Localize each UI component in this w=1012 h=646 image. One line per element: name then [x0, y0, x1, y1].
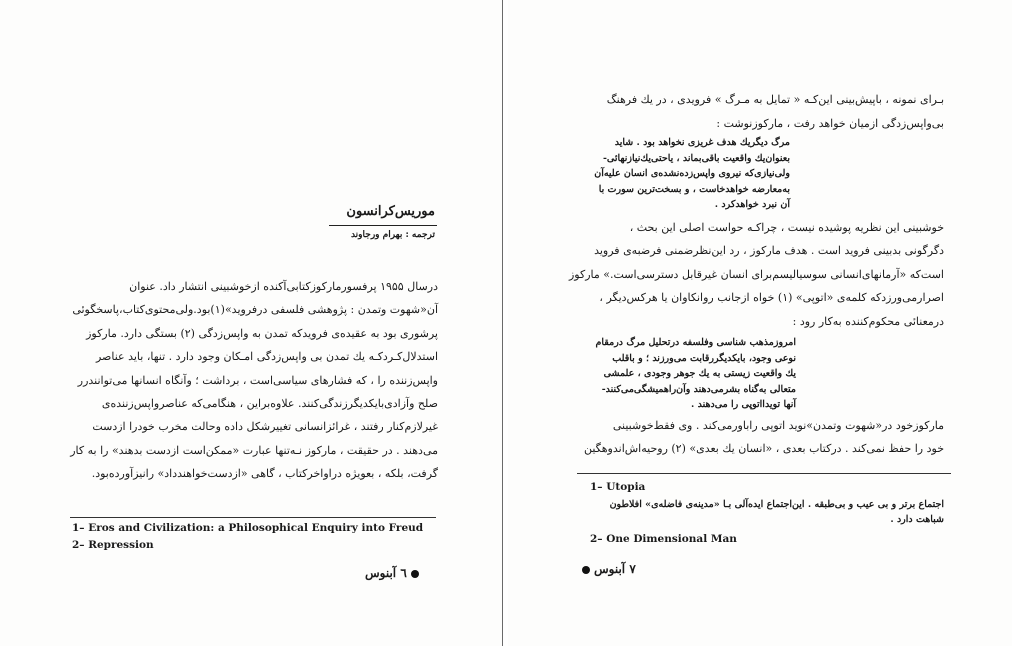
right-page-folio: [578, 562, 636, 576]
body-line: می‌دهند . در حقیقت ، مارکوز نـه‌تنها عبارت «ممکن‌است ازدست بدهند» را به کار: [70, 443, 438, 457]
footnote-1: 1– Utopia: [590, 481, 646, 493]
left-footnotes: [72, 520, 452, 554]
article-author-title: موریس‌کرانسون: [346, 204, 435, 219]
footnote-1: 1– Eros and Civilization: a Philosophical Enquiry into Freud: [72, 522, 424, 534]
body-line: است‌که «آرمانهای‌انسانی سوسیالیسم‌برای انسان غیرقابل دسترسی‌است.» مارکوز: [568, 267, 944, 281]
footnote-2: 2– Repression: [72, 539, 154, 551]
left-body-text: [72, 275, 438, 486]
footnote-divider: [577, 473, 951, 474]
body-line: آن«شهوت وتمدن : پژوهشی فلسفی درفروید»(۱)بود.ولی‌محتوی‌کتاب،پاسخگوئی: [72, 303, 438, 317]
footnote-divider: [70, 517, 436, 518]
body-line: اصرارمی‌ورزدکه کلمه‌ی «اتوپی» (۱) خواه ازجانب روانکاوان یا هرکس‌دیگر ،: [599, 291, 944, 305]
bullet-dot-icon: [411, 570, 419, 578]
bullet-dot-icon: [582, 566, 590, 574]
body-line: درمعنائی محکوم‌کننده به‌کار رود :: [792, 314, 944, 328]
quote-line: یك واقعیت زیستی به یك جوهر وجودی ، علمشی: [603, 368, 796, 379]
footnote-line: شباهت دارد .: [890, 514, 944, 525]
body-line: صلح وآزادی‌بایکدیگرزندگی‌کنند. علاوه‌براین ، هنگامی‌که عناصرواپس‌زننده‌ی: [101, 397, 438, 411]
footnote-1-explanation: [578, 497, 944, 527]
quote-line: متعالی به‌گناه بشرمی‌دهند وآن‌راهمیشگی‌می‌کنند-: [601, 383, 796, 395]
block-quote-2: [576, 335, 796, 413]
left-page-folio: [365, 566, 423, 580]
block-quote-1: [578, 135, 790, 213]
quote-line: امروزمذهب شناسی وفلسفه درتحلیل مرگ درمقام: [595, 337, 796, 348]
footnote-2: 2– One Dimensional Man: [590, 533, 737, 545]
body-line: گرفت، بلکه ، بعویژه دراواخر‌کتاب ، گاهی «ازدست‌خواهندداد» رانیزآورده‌بود.: [91, 467, 438, 481]
left-page: [0, 0, 503, 646]
footnote-line: اجتماع برتر و بی عیب و بی‌طبقه . این‌اجتماع ایده‌آلی بـا «مدینه‌ی فاضله‌ی» افلاطون: [609, 499, 944, 510]
right-middle-text: [568, 216, 944, 333]
body-line: دگرگونی بدبینی فروید است . هدف مارکوز ، رد این‌نظرضمنی فرضبه‌ی فروید: [594, 244, 944, 258]
quote-line: آنها تویدااتوپی را می‌دهند .: [691, 399, 796, 410]
body-line: غیرلازم‌کنار رفتند ، غرائزانسانی تغییرشکل داده وحالت مخرب خودرا ازدست: [92, 420, 438, 434]
body-line: بـرای نمونه ، باپیش‌بینی این‌کـه « تمایل به مـرگ » فرویدی ، در یك فرهنگ: [606, 93, 944, 106]
quote-line: آن نبرد خواهدکرد .: [714, 199, 790, 210]
body-line: خود را حفظ نمی‌کند . درکتاب بعدی ، «انسان یك بعدی» (۲) روحیه‌اش‌اندوهگین: [583, 442, 944, 456]
translator-credit: ترجمه : بهرام ورجاوند: [350, 230, 435, 240]
body-line: مارکوزخود در«شهوت وتمدن»نوید اتوپی راباورمی‌کند . وی فقط‌خوشبینی: [612, 419, 944, 432]
right-intro-text: [576, 88, 944, 136]
quote-line: نوعی وجود، بایکدیگررقابت می‌ورزند ؛ و باقلب: [612, 352, 796, 364]
body-line: واپس‌زننده را ، که فشارهای سیاسی‌است ، برداشت ؛ وآنگاه انسانها می‌توانندرر: [77, 373, 438, 387]
quote-line: مرگ دیگریك هدف غریزی نخواهد بود . شاید: [614, 137, 790, 148]
body-line: بی‌واپس‌زدگی ازمیان خواهد رفت ، مارکوزنوشت :: [716, 117, 944, 130]
title-underline: [329, 225, 437, 226]
body-line: پرشوری بود به عقیده‌ی فرویدکه تمدن به واپس‌زدگی (۲) بستگی دارد. مارکوز: [86, 326, 438, 340]
body-line: استدلال‌کـرد‌کـه یك تمدن بی واپس‌زدگی امـکان وجود دارد . تنها، باید عناصر: [95, 350, 438, 364]
quote-line: به‌معارضه خواهدخاست ، و بسخت‌ترین سورت با: [598, 183, 790, 195]
folio-text: ۷ آبنوس: [594, 562, 636, 576]
folio-text: ٦ آبنوس: [365, 566, 407, 580]
quote-line: بعنوان‌یك واقعیت باقی‌بماند ، یاحتی‌یك‌نیازنهائی-: [602, 152, 790, 164]
quote-line: ولی‌نیازی‌که نیروی واپس‌زده‌نشده‌ی انسان علیه‌آن: [594, 168, 790, 179]
right-closing-text: [576, 414, 944, 461]
body-line: درسال ۱۹۵۵ پرفسورمارکوزکتابی‌آکنده ازخوشبینی انتشار داد. عنوان: [129, 280, 438, 293]
body-line: خوشبینی این نظریه پوشیده نیست ، چراکـه حواست اصلی این بحث ،: [629, 221, 944, 234]
